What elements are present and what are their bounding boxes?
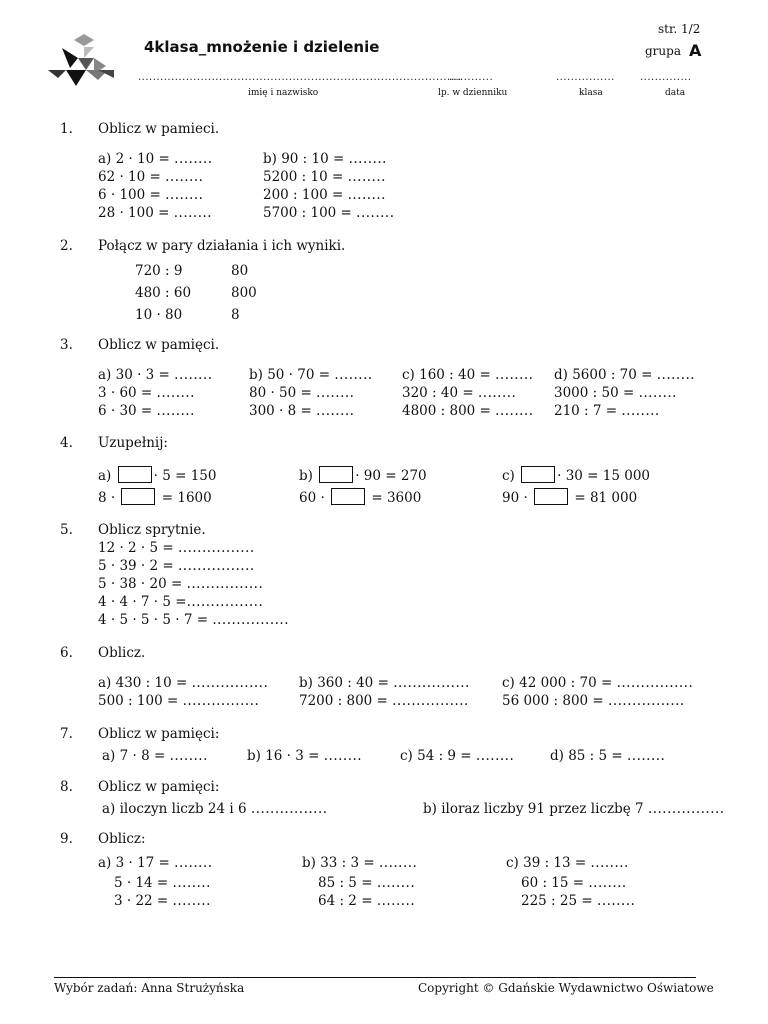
answer-dots[interactable]: ........ <box>638 385 677 401</box>
exercise-text: a) 7 · 8 = <box>102 748 166 764</box>
answer-dots[interactable]: ................ <box>178 558 255 574</box>
answer-dots[interactable]: ................ <box>186 576 264 592</box>
answer-dots[interactable]: ........ <box>174 151 213 167</box>
exercise-text: c) 160 : 40 = <box>402 367 491 383</box>
answer-dots[interactable]: ........ <box>356 205 395 221</box>
pairing-result[interactable]: 800 <box>231 285 257 301</box>
footer-copyright: Copyright © Gdańskie Wydawnictwo Oświatowe <box>418 981 714 995</box>
answer-dots[interactable]: ........ <box>165 169 204 185</box>
exercise <box>98 558 255 574</box>
exercise-text: 85 : 5 = <box>318 875 373 891</box>
exercise-text: a) 30 · 3 = <box>98 367 170 383</box>
exercise-text: 225 : 25 = <box>521 893 593 909</box>
answer-dots[interactable]: ........ <box>348 151 387 167</box>
pairing-result[interactable]: 8 <box>231 307 240 323</box>
task-title: Oblicz w pamięci: <box>98 726 220 742</box>
exercise <box>102 748 208 764</box>
answer-dots[interactable]: ........ <box>173 205 213 221</box>
exercise <box>247 748 362 764</box>
exercise <box>98 187 203 203</box>
answer-box[interactable] <box>521 466 555 483</box>
exercise-text: d) 5600 : 70 = <box>554 367 653 383</box>
exercise <box>263 187 386 203</box>
klasa-field-dots[interactable]: ................ <box>556 72 615 83</box>
exercise <box>402 403 534 419</box>
exercise-text: b) 16 · 3 = <box>247 748 320 764</box>
exercise-prefix: 8 · <box>98 490 116 506</box>
exercise <box>400 748 514 764</box>
exercise <box>98 367 213 383</box>
exercise <box>98 169 203 185</box>
answer-dots[interactable]: ................ <box>616 675 694 691</box>
pairing-result[interactable]: 80 <box>231 263 249 279</box>
exercise <box>249 367 373 383</box>
answer-dots[interactable]: ................ <box>393 675 470 691</box>
exercise <box>423 801 725 817</box>
answer-dots[interactable]: ................ <box>178 540 255 556</box>
exercise-text: d) 85 : 5 = <box>550 748 623 764</box>
pairing-expression[interactable]: 480 : 60 <box>135 285 192 301</box>
exercise-text: 210 : 7 = <box>554 403 618 419</box>
task-title: Połącz w pary działania i ich wyniki. <box>98 238 346 254</box>
answer-dots[interactable]: ........ <box>165 187 204 203</box>
task-title: Oblicz. <box>98 645 146 661</box>
exercise-text: 4800 : 800 = <box>402 403 491 419</box>
footer-author: Wybór zadań: Anna Strużyńska <box>54 981 245 995</box>
exercise-text: 3 · 60 = <box>98 385 153 401</box>
worksheet-title: 4klasa_mnożenie i dzielenie <box>144 38 380 56</box>
exercise <box>302 855 417 871</box>
answer-dots[interactable]: ........ <box>376 893 416 909</box>
pairing-expression[interactable]: 720 : 9 <box>135 263 183 279</box>
data-field-dots[interactable]: .............. <box>640 72 692 83</box>
exercise <box>502 675 693 691</box>
exercise-text: 3000 : 50 = <box>554 385 635 401</box>
exercise <box>299 693 469 709</box>
exercise <box>554 367 695 383</box>
exercise <box>98 675 268 691</box>
answer-dots[interactable]: ................ <box>212 612 290 628</box>
exercise <box>506 855 629 871</box>
exercise-text: b) iloraz liczby 91 przez liczbę 7 <box>423 801 644 817</box>
exercise-prefix: 60 · <box>299 490 325 506</box>
exercise <box>102 801 328 817</box>
task-title: Oblicz w pamięci: <box>98 779 220 795</box>
exercise <box>98 540 255 556</box>
exercise <box>502 693 685 709</box>
exercise-text: 320 : 40 = <box>402 385 474 401</box>
answer-box[interactable] <box>319 466 353 483</box>
exercise <box>98 594 263 610</box>
fill-in-exercise <box>98 488 212 506</box>
task-title: Oblicz sprytnie. <box>98 522 206 538</box>
answer-dots[interactable]: ................ <box>191 675 269 691</box>
answer-box[interactable] <box>534 488 568 505</box>
exercise-text: b) 360 : 40 = <box>299 675 389 691</box>
exercise-text: 6 · 100 = <box>98 187 161 203</box>
exercise-prefix: c) <box>502 468 515 484</box>
fill-in-exercise <box>502 488 637 506</box>
exercise-text: 60 : 15 = <box>521 875 585 891</box>
answer-dots[interactable]: ........ <box>621 403 660 419</box>
exercise-text: 200 : 100 = <box>263 187 344 203</box>
exercise-text: 56 000 : 800 = <box>502 693 604 709</box>
exercise-text: 6 · 30 = <box>98 403 153 419</box>
answer-box[interactable] <box>331 488 365 505</box>
fill-in-exercise <box>299 466 427 484</box>
task-title: Oblicz w pamieci. <box>98 121 220 137</box>
exercise <box>114 893 211 909</box>
answer-dots[interactable]: ........ <box>347 187 386 203</box>
group-letter: A <box>689 41 702 60</box>
exercise <box>402 385 516 401</box>
exercise-text: 62 · 10 = <box>98 169 161 185</box>
exercise <box>263 169 386 185</box>
exercise-text: a) iloczyn liczb 24 i 6 <box>102 801 247 817</box>
exercise <box>98 612 289 628</box>
task-number: 9. <box>60 831 73 847</box>
answer-dots[interactable]: ........ <box>588 875 627 891</box>
answer-dots[interactable]: ........ <box>596 893 636 909</box>
answer-dots[interactable]: ................ <box>608 693 685 709</box>
exercise-prefix: 90 · <box>502 490 528 506</box>
answer-dots[interactable]: ........ <box>172 875 211 891</box>
answer-dots[interactable]: ................ <box>250 801 328 817</box>
publisher-logo-icon <box>48 34 114 86</box>
task-number: 7. <box>60 726 73 742</box>
exercise-text: 4 · 4 · 7 · 5 = <box>98 594 187 610</box>
exercise-text: 300 · 8 = <box>249 403 312 419</box>
exercise-text: 64 : 2 = <box>318 893 373 909</box>
exercise-prefix: a) <box>98 468 112 484</box>
exercise-text: 80 · 50 = <box>249 385 312 401</box>
answer-dots[interactable]: ........ <box>316 385 355 401</box>
exercise-prefix: b) <box>299 468 313 484</box>
name-field-dots[interactable]: ........................................................................................ <box>138 72 462 83</box>
fill-in-exercise <box>502 466 650 484</box>
exercise <box>318 875 415 891</box>
exercise-suffix: = 81 000 <box>574 490 638 506</box>
answer-dots[interactable]: ........ <box>495 403 534 419</box>
exercise-text: c) 39 : 13 = <box>506 855 587 871</box>
exercise-text: 7200 : 800 = <box>299 693 388 709</box>
answer-dots[interactable]: ........ <box>334 367 373 383</box>
exercise-text: 500 : 100 = <box>98 693 179 709</box>
task-title: Oblicz w pamięci. <box>98 337 220 353</box>
exercise-text: 5700 : 100 = <box>263 205 352 221</box>
answer-dots[interactable]: ........ <box>590 855 629 871</box>
answer-dots[interactable]: ........ <box>174 367 213 383</box>
lp-field-dots[interactable]: ............ <box>449 72 494 83</box>
group-label: grupa <box>645 44 681 58</box>
task-number: 3. <box>60 337 73 353</box>
task-title: Uzupełnij: <box>98 435 168 451</box>
task-number: 4. <box>60 435 73 451</box>
exercise <box>249 385 354 401</box>
lp-caption: lp. w dzienniku <box>438 88 508 98</box>
answer-dots[interactable]: ........ <box>169 748 208 764</box>
answer-dots[interactable]: ........ <box>627 748 666 764</box>
exercise <box>402 367 533 383</box>
exercise-text: 5 · 38 · 20 = <box>98 576 183 592</box>
exercise <box>318 893 415 909</box>
answer-box[interactable] <box>118 466 152 483</box>
exercise-text: a) 3 · 17 = <box>98 855 170 871</box>
exercise-text: b) 50 · 70 = <box>249 367 331 383</box>
task-number: 8. <box>60 779 73 795</box>
answer-dots[interactable]: ........ <box>475 748 515 764</box>
task-number: 2. <box>60 238 73 254</box>
fill-in-exercise <box>98 466 216 484</box>
exercise-text: a) 2 · 10 = <box>98 151 170 167</box>
exercise <box>521 893 635 909</box>
answer-dots[interactable]: ........ <box>172 893 211 909</box>
exercise <box>98 151 213 167</box>
exercise-suffix: · 5 = 150 <box>153 468 217 484</box>
exercise <box>263 151 387 167</box>
task-title: Oblicz: <box>98 831 146 847</box>
fill-in-exercise <box>299 488 421 506</box>
exercise <box>98 576 263 592</box>
exercise-text: 5 · 14 = <box>114 875 169 891</box>
footer-divider <box>54 977 696 978</box>
task-number: 1. <box>60 121 73 137</box>
exercise <box>263 205 395 221</box>
exercise-suffix: = 3600 <box>371 490 422 506</box>
exercise <box>249 403 354 419</box>
exercise <box>98 855 213 871</box>
answer-box[interactable] <box>121 488 155 505</box>
answer-dots[interactable]: ........ <box>347 169 386 185</box>
answer-dots[interactable]: ........ <box>156 385 195 401</box>
answer-dots[interactable]: ........ <box>174 855 213 871</box>
answer-dots[interactable]: ........ <box>495 367 534 383</box>
task-number: 6. <box>60 645 73 661</box>
task-number: 5. <box>60 522 73 538</box>
exercise <box>554 403 660 419</box>
exercise <box>98 385 195 401</box>
page-number: str. 1/2 <box>658 22 701 36</box>
klasa-caption: klasa <box>579 88 603 98</box>
exercise <box>98 693 259 709</box>
exercise-text: b) 33 : 3 = <box>302 855 375 871</box>
answer-dots[interactable]: ........ <box>316 403 355 419</box>
exercise <box>98 403 195 419</box>
exercise-text: 4 · 5 · 5 · 5 · 7 = <box>98 612 209 628</box>
exercise-text: 28 · 100 = <box>98 205 170 221</box>
answer-dots[interactable]: ........ <box>376 875 416 891</box>
exercise-text: 5200 : 10 = <box>263 169 344 185</box>
answer-dots[interactable]: ................ <box>186 594 264 610</box>
exercise <box>114 875 211 891</box>
exercise-text: c) 54 : 9 = <box>400 748 472 764</box>
name-caption: imię i nazwisko <box>248 88 319 98</box>
answer-dots[interactable]: ........ <box>156 403 195 419</box>
exercise-text: 3 · 22 = <box>114 893 169 909</box>
exercise <box>554 385 677 401</box>
answer-dots[interactable]: ................ <box>647 801 725 817</box>
pairing-expression[interactable]: 10 · 80 <box>135 307 183 323</box>
exercise-suffix: · 30 = 15 000 <box>557 468 651 484</box>
answer-dots[interactable]: ........ <box>379 855 418 871</box>
answer-dots[interactable]: ........ <box>323 748 363 764</box>
answer-dots[interactable]: ................ <box>392 693 469 709</box>
exercise-text: 12 · 2 · 5 = <box>98 540 174 556</box>
exercise-suffix: · 90 = 270 <box>355 468 427 484</box>
answer-dots[interactable]: ................ <box>182 693 260 709</box>
exercise-text: a) 430 : 10 = <box>98 675 188 691</box>
exercise <box>98 205 212 221</box>
exercise <box>521 875 627 891</box>
data-caption: data <box>665 88 686 98</box>
exercise-text: b) 90 : 10 = <box>263 151 345 167</box>
exercise-text: c) 42 000 : 70 = <box>502 675 613 691</box>
exercise-suffix: = 1600 <box>161 490 212 506</box>
exercise-text: 5 · 39 · 2 = <box>98 558 174 574</box>
answer-dots[interactable]: ........ <box>656 367 696 383</box>
exercise <box>299 675 470 691</box>
answer-dots[interactable]: ........ <box>477 385 517 401</box>
exercise <box>550 748 665 764</box>
